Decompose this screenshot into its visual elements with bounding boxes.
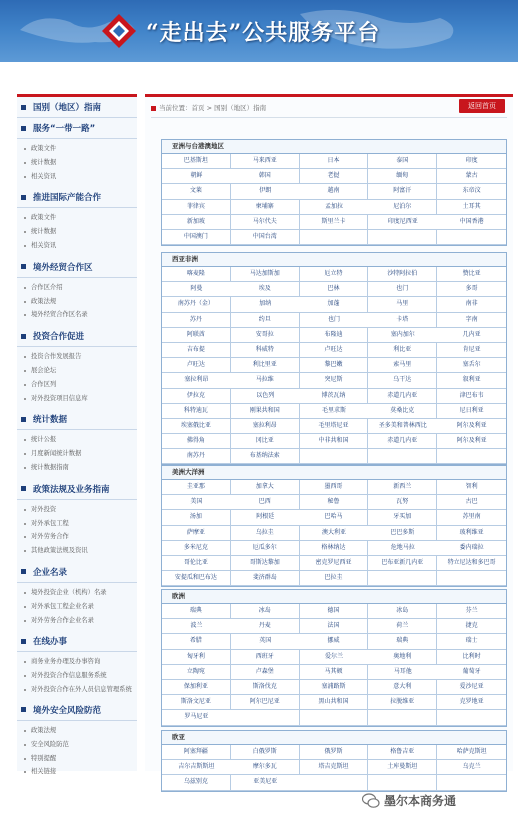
- country-link[interactable]: 黑山共和国: [300, 695, 369, 710]
- sidebar-item[interactable]: 安全风险防范: [23, 738, 137, 752]
- country-link[interactable]: 卢旺达: [300, 343, 369, 358]
- region-title: 美洲大洋洲: [162, 466, 506, 480]
- empty-cell: [300, 710, 369, 725]
- country-grid: [162, 267, 506, 464]
- country-link[interactable]: 日本: [300, 154, 369, 169]
- country-link[interactable]: 葡萄牙: [437, 665, 506, 680]
- sidebar-item[interactable]: 统计数据指南: [23, 461, 137, 475]
- country-link[interactable]: 加拿大: [231, 480, 300, 495]
- country-link[interactable]: 蒙古: [437, 169, 506, 184]
- empty-cell: [231, 710, 300, 725]
- country-link[interactable]: 突尼斯: [300, 373, 369, 388]
- country-link[interactable]: 荷兰: [368, 619, 437, 634]
- region-title: 欧亚: [162, 731, 506, 745]
- country-link[interactable]: 厄立特: [300, 267, 369, 282]
- country-link[interactable]: 德国: [300, 604, 369, 619]
- country-link[interactable]: 斯洛文尼亚: [162, 695, 231, 710]
- country-link[interactable]: 阿尔巴尼亚: [231, 695, 300, 710]
- country-link[interactable]: 加蓬: [300, 297, 369, 312]
- country-link[interactable]: 马来西亚: [231, 154, 300, 169]
- country-link[interactable]: 俄罗斯: [300, 745, 369, 760]
- sidebar-section-heading[interactable]: [17, 97, 137, 118]
- country-link[interactable]: 叙利亚: [437, 373, 506, 388]
- country-link[interactable]: 丹麦: [231, 619, 300, 634]
- sidebar-item[interactable]: 政策文件: [23, 142, 137, 156]
- country-link[interactable]: 塞舌尔: [437, 358, 506, 373]
- sidebar-item-list: [17, 278, 137, 326]
- country-link[interactable]: 韩国: [231, 169, 300, 184]
- sidebar-item-list: [17, 721, 137, 783]
- region-table: [161, 139, 507, 246]
- country-link[interactable]: 博茨瓦纳: [300, 389, 369, 404]
- country-link[interactable]: 瓦努: [368, 495, 437, 510]
- country-link[interactable]: 赞比亚: [437, 267, 506, 282]
- country-link[interactable]: 津巴布韦: [437, 389, 506, 404]
- country-link[interactable]: 摩尔多瓦: [231, 760, 300, 775]
- country-link[interactable]: 越南: [300, 184, 369, 199]
- country-link[interactable]: 阿富汗: [368, 184, 437, 199]
- sidebar-item[interactable]: 合作区介绍: [23, 281, 137, 295]
- country-link[interactable]: 巴巴多斯: [368, 526, 437, 541]
- sidebar-item[interactable]: 对外投资: [23, 503, 137, 517]
- sidebar-item[interactable]: 对外劳务合作: [23, 530, 137, 544]
- bullet-square-icon: [21, 707, 26, 712]
- country-link[interactable]: 白俄罗斯: [231, 745, 300, 760]
- bullet-square-icon: [21, 195, 26, 200]
- country-link[interactable]: 马拉维: [231, 373, 300, 388]
- country-link[interactable]: 圭亚那: [162, 480, 231, 495]
- country-link[interactable]: 马里: [368, 297, 437, 312]
- location-icon: [151, 106, 156, 111]
- country-link[interactable]: 佛得角: [162, 434, 231, 449]
- country-link[interactable]: 奥地利: [368, 650, 437, 665]
- country-link[interactable]: 意大利: [368, 680, 437, 695]
- bullet-square-icon: [21, 486, 26, 491]
- country-link[interactable]: 比利时: [437, 650, 506, 665]
- main-content: [145, 94, 513, 786]
- sidebar-item-list: [17, 430, 137, 478]
- country-link[interactable]: 厄瓜多尔: [231, 541, 300, 556]
- country-link[interactable]: 美国: [162, 495, 231, 510]
- sidebar-section: [17, 97, 137, 118]
- country-link[interactable]: 墨西哥: [300, 480, 369, 495]
- country-link[interactable]: 塞拉利昂: [162, 373, 231, 388]
- sidebar-item-list: [17, 347, 137, 409]
- country-link[interactable]: 密克罗尼西亚: [300, 556, 369, 571]
- country-link[interactable]: 肯尼亚: [437, 343, 506, 358]
- sidebar-item-list: [17, 139, 137, 187]
- country-link[interactable]: 苏丹: [162, 313, 231, 328]
- region-table: [161, 465, 507, 587]
- country-link[interactable]: 南非: [437, 297, 506, 312]
- region-title: 欧洲: [162, 590, 506, 604]
- site-header: [0, 0, 518, 62]
- sidebar-section-label: 企业名录: [33, 567, 68, 578]
- sidebar-section-heading[interactable]: [17, 257, 137, 278]
- site-title: “走出去”公共服务平台: [146, 20, 381, 46]
- sidebar-item[interactable]: 相关链接: [23, 765, 137, 779]
- country-link[interactable]: 土耳其: [437, 200, 506, 215]
- country-link[interactable]: 马其顿: [300, 665, 369, 680]
- empty-cell: [368, 449, 437, 464]
- sidebar-item[interactable]: 商务业务办理及办事咨询: [23, 655, 137, 669]
- country-link[interactable]: 莫桑比克: [368, 404, 437, 419]
- country-link[interactable]: 巴布亚新几内亚: [368, 556, 437, 571]
- country-link[interactable]: 英国: [231, 634, 300, 649]
- country-link[interactable]: 吉尔吉斯斯坦: [162, 760, 231, 775]
- country-link[interactable]: 朝鲜: [162, 169, 231, 184]
- country-link[interactable]: 塞浦路斯: [300, 680, 369, 695]
- breadcrumb-text: 当前位置：首页 > 国别（地区）指南: [159, 104, 267, 112]
- country-link[interactable]: 缅甸: [368, 169, 437, 184]
- sidebar-section-heading[interactable]: [17, 409, 137, 430]
- sidebar-item-list: [17, 652, 137, 700]
- country-link[interactable]: 黎巴嫩: [300, 358, 369, 373]
- country-link[interactable]: 也门: [300, 313, 369, 328]
- country-link[interactable]: 波兰: [162, 619, 231, 634]
- empty-cell: [437, 449, 506, 464]
- country-link[interactable]: 危地马拉: [368, 541, 437, 556]
- country-link[interactable]: 塞拉利昂: [231, 419, 300, 434]
- country-link[interactable]: 亚美尼亚: [231, 775, 300, 790]
- country-link[interactable]: 芬兰: [437, 604, 506, 619]
- country-link[interactable]: 萨摩亚: [162, 526, 231, 541]
- sidebar-item-list: [17, 208, 137, 256]
- country-link[interactable]: 瑞典: [162, 604, 231, 619]
- region-table: [161, 730, 507, 792]
- sidebar-section-heading[interactable]: [17, 562, 137, 583]
- back-home-button[interactable]: 返回首页: [459, 99, 505, 113]
- sidebar-section-heading[interactable]: [17, 700, 137, 721]
- empty-cell: [437, 710, 506, 725]
- bullet-square-icon: [21, 417, 26, 422]
- sidebar-item[interactable]: 境外投资企业（机构）名录: [23, 586, 137, 600]
- country-link[interactable]: 布基纳法索: [231, 449, 300, 464]
- region-title: 西亚非洲: [162, 253, 506, 267]
- country-link[interactable]: 法国: [300, 619, 369, 634]
- country-link[interactable]: 阿根廷: [231, 510, 300, 525]
- sidebar-item[interactable]: 其他政策法规及资讯: [23, 544, 137, 558]
- wechat-icon: [362, 793, 380, 809]
- country-link[interactable]: 印度: [437, 154, 506, 169]
- sidebar-section: [17, 562, 137, 631]
- empty-cell: [368, 230, 437, 245]
- empty-cell: [368, 571, 437, 586]
- sidebar-item[interactable]: 统计公报: [23, 433, 137, 447]
- country-link[interactable]: 赤道几内亚: [368, 389, 437, 404]
- sidebar-item[interactable]: 月度新闻统计数据: [23, 447, 137, 461]
- country-link[interactable]: 格林纳达: [300, 541, 369, 556]
- country-link[interactable]: 巴拉圭: [300, 571, 369, 586]
- sidebar-item[interactable]: 特别提醒: [23, 752, 137, 766]
- bullet-square-icon: [21, 569, 26, 574]
- sidebar-section: [17, 326, 137, 409]
- sidebar-item[interactable]: 境外经贸合作区名录: [23, 308, 137, 322]
- country-link[interactable]: 马尔代夫: [231, 215, 300, 230]
- country-link[interactable]: 喀麦隆: [162, 267, 231, 282]
- country-link[interactable]: 罗马尼亚: [162, 710, 231, 725]
- country-link[interactable]: 阿塞拜疆: [162, 745, 231, 760]
- country-link[interactable]: 埃及: [231, 282, 300, 297]
- country-link[interactable]: 尼日利亚: [437, 404, 506, 419]
- country-link[interactable]: 塞内加尔: [368, 328, 437, 343]
- sidebar-section: [17, 409, 137, 478]
- country-link[interactable]: 阿曼: [162, 282, 231, 297]
- sidebar-section-label: 在线办事: [33, 637, 68, 648]
- country-link[interactable]: 毛里塔尼亚: [300, 419, 369, 434]
- sidebar-item[interactable]: 对外承包工程: [23, 517, 137, 531]
- country-link[interactable]: 牙买加: [368, 510, 437, 525]
- sidebar-item-list: [17, 500, 137, 562]
- sidebar-item[interactable]: 相关资讯: [23, 170, 137, 184]
- region-table: [161, 252, 507, 465]
- sidebar-section-label: 境外经贸合作区: [33, 262, 93, 273]
- divider: [151, 117, 507, 118]
- sidebar-item[interactable]: 统计数据: [23, 225, 137, 239]
- country-link[interactable]: 中国香港: [437, 215, 506, 230]
- country-link[interactable]: 冰岛: [231, 604, 300, 619]
- country-link[interactable]: 毛里求斯: [300, 404, 369, 419]
- country-link[interactable]: 阿联酋: [162, 328, 231, 343]
- country-link[interactable]: 中国澳门: [162, 230, 231, 245]
- sidebar-section-heading[interactable]: [17, 326, 137, 347]
- sidebar-item[interactable]: 对外投资合作信息服务系统: [23, 669, 137, 683]
- country-link[interactable]: 多哥: [437, 282, 506, 297]
- bullet-square-icon: [21, 639, 26, 644]
- country-link[interactable]: 立陶宛: [162, 665, 231, 680]
- region-title: 亚洲与台港澳地区: [162, 140, 506, 154]
- sidebar-item[interactable]: 相关资讯: [23, 239, 137, 253]
- sidebar-section: [17, 631, 137, 700]
- country-link[interactable]: 秘鲁: [300, 495, 369, 510]
- sidebar-item[interactable]: 对外投资项目信息库: [23, 392, 137, 406]
- sidebar-section: [17, 479, 137, 562]
- country-link[interactable]: 南苏丹（金）: [162, 297, 231, 312]
- sidebar-section-heading[interactable]: [17, 479, 137, 500]
- country-link[interactable]: 孟加拉: [300, 200, 369, 215]
- sidebar: [17, 94, 137, 776]
- country-link[interactable]: 乌拉圭: [231, 526, 300, 541]
- sidebar-item[interactable]: 对外投资合作在外人员信息管理系统: [23, 683, 137, 696]
- sidebar-section-heading[interactable]: [17, 187, 137, 208]
- country-link[interactable]: 巴基斯坦: [162, 154, 231, 169]
- country-link[interactable]: 南苏丹: [162, 449, 231, 464]
- empty-cell: [368, 775, 437, 790]
- country-link[interactable]: 卢旺达: [162, 358, 231, 373]
- watermark: [362, 792, 456, 809]
- region-table: [161, 589, 507, 727]
- country-link[interactable]: 巴西: [231, 495, 300, 510]
- sidebar-item[interactable]: 合作区列: [23, 378, 137, 392]
- empty-cell: [300, 230, 369, 245]
- sidebar-section: [17, 700, 137, 783]
- country-link[interactable]: 利比亚: [368, 343, 437, 358]
- empty-cell: [368, 710, 437, 725]
- watermark-text: 墨尔本商务通: [384, 794, 457, 808]
- country-link[interactable]: 乌克兰: [437, 760, 506, 775]
- country-link[interactable]: 格鲁吉亚: [368, 745, 437, 760]
- country-link[interactable]: 字南: [437, 313, 506, 328]
- country-link[interactable]: 瑞典: [368, 634, 437, 649]
- logo-icon: [100, 12, 138, 50]
- country-link[interactable]: 委内瑞拉: [437, 541, 506, 556]
- country-link[interactable]: 斐济群岛: [231, 571, 300, 586]
- country-link[interactable]: 圣多美和普林西比: [368, 419, 437, 434]
- country-link[interactable]: 尼泊尔: [368, 200, 437, 215]
- country-link[interactable]: 赤道几内亚: [368, 434, 437, 449]
- country-link[interactable]: 匈牙利: [162, 650, 231, 665]
- sidebar-section-heading[interactable]: [17, 631, 137, 652]
- country-grid: [162, 480, 506, 586]
- country-link[interactable]: 斯里兰卡: [300, 215, 369, 230]
- sidebar-section-label: 国别（地区）指南: [33, 103, 102, 113]
- sidebar-item[interactable]: 对外承包工程企业名录: [23, 600, 137, 614]
- country-grid: [162, 745, 506, 791]
- country-link[interactable]: 哥伦比亚: [162, 556, 231, 571]
- empty-cell: [437, 571, 506, 586]
- country-grid: [162, 154, 506, 245]
- country-link[interactable]: 吉布提: [162, 343, 231, 358]
- sidebar-section-label: 政策法规及业务指南: [33, 484, 110, 495]
- country-link[interactable]: 东帝汶: [437, 184, 506, 199]
- sidebar-item[interactable]: 政策文件: [23, 211, 137, 225]
- country-link[interactable]: 捷克: [437, 619, 506, 634]
- country-grid: [162, 604, 506, 726]
- sidebar-section-label: 推进国际产能合作: [33, 193, 102, 204]
- sidebar-section: [17, 257, 137, 326]
- country-link[interactable]: 瑞士: [437, 634, 506, 649]
- sidebar-item[interactable]: 政策法规: [23, 295, 137, 309]
- country-link[interactable]: 西班牙: [231, 650, 300, 665]
- country-link[interactable]: 卡塔: [368, 313, 437, 328]
- sidebar-item[interactable]: 对外劳务合作企业名录: [23, 614, 137, 628]
- country-link[interactable]: 新西兰: [368, 480, 437, 495]
- country-link[interactable]: 阿尔及利亚: [437, 434, 506, 449]
- bullet-square-icon: [21, 334, 26, 339]
- country-link[interactable]: 乌干达: [368, 373, 437, 388]
- country-link[interactable]: 哥斯达黎加: [231, 556, 300, 571]
- country-link[interactable]: 利比里亚: [231, 358, 300, 373]
- country-link[interactable]: 菲律宾: [162, 200, 231, 215]
- country-link[interactable]: 科特迪瓦: [162, 404, 231, 419]
- sidebar-section: [17, 187, 137, 256]
- country-link[interactable]: 克罗地亚: [437, 695, 506, 710]
- country-link[interactable]: 以色列: [231, 389, 300, 404]
- country-link[interactable]: 中非共和国: [300, 434, 369, 449]
- country-link[interactable]: 几内亚: [437, 328, 506, 343]
- country-link[interactable]: 拉脱维亚: [368, 695, 437, 710]
- sidebar-section-label: 投资合作促进: [33, 332, 85, 343]
- sidebar-section-label: 统计数据: [33, 415, 68, 426]
- country-link[interactable]: 保加利亚: [162, 680, 231, 695]
- country-link[interactable]: 柬埔寨: [231, 200, 300, 215]
- country-link[interactable]: 文莱: [162, 184, 231, 199]
- country-link[interactable]: 埃塞俄比亚: [162, 419, 231, 434]
- country-link[interactable]: 伊拉克: [162, 389, 231, 404]
- country-link[interactable]: 安哥拉: [231, 328, 300, 343]
- country-link[interactable]: 玻利维亚: [437, 526, 506, 541]
- bullet-square-icon: [21, 105, 26, 110]
- country-link[interactable]: 特立尼达和多巴哥: [437, 556, 506, 571]
- country-link[interactable]: 马达加斯加: [231, 267, 300, 282]
- country-link[interactable]: 约旦: [231, 313, 300, 328]
- country-link[interactable]: 巴林: [300, 282, 369, 297]
- country-link[interactable]: 斯洛伐克: [231, 680, 300, 695]
- country-link[interactable]: 印度尼西亚: [368, 215, 437, 230]
- country-link[interactable]: 加纳: [231, 297, 300, 312]
- country-link[interactable]: 古巴: [437, 495, 506, 510]
- country-link[interactable]: 乌兹别克: [162, 775, 231, 790]
- country-link[interactable]: 也门: [368, 282, 437, 297]
- country-link[interactable]: 马耳他: [368, 665, 437, 680]
- sidebar-section-label: 境外安全风险防范: [33, 705, 102, 716]
- empty-cell: [300, 449, 369, 464]
- country-link[interactable]: 多米尼克: [162, 541, 231, 556]
- sidebar-item[interactable]: 政策法规: [23, 724, 137, 738]
- country-link[interactable]: 哈萨克斯坦: [437, 745, 506, 760]
- country-link[interactable]: 爱尔兰: [300, 650, 369, 665]
- country-link[interactable]: 土库曼斯坦: [368, 760, 437, 775]
- empty-cell: [437, 230, 506, 245]
- sidebar-item[interactable]: 统计数据: [23, 156, 137, 170]
- country-link[interactable]: 冰岛: [368, 604, 437, 619]
- country-link[interactable]: 塔吉克斯坦: [300, 760, 369, 775]
- sidebar-section-heading[interactable]: [17, 118, 137, 139]
- country-link[interactable]: 新加坡: [162, 215, 231, 230]
- country-link[interactable]: 挪威: [300, 634, 369, 649]
- country-link[interactable]: 智利: [437, 480, 506, 495]
- country-link[interactable]: 伊朗: [231, 184, 300, 199]
- bullet-square-icon: [21, 264, 26, 269]
- sidebar-item[interactable]: 展会论坛: [23, 364, 137, 378]
- country-link[interactable]: 布隆迪: [300, 328, 369, 343]
- country-link[interactable]: 中国台湾: [231, 230, 300, 245]
- sidebar-section: [17, 118, 137, 187]
- country-link[interactable]: 沙特阿拉伯: [368, 267, 437, 282]
- country-link[interactable]: 爱沙尼亚: [437, 680, 506, 695]
- breadcrumb: [151, 103, 266, 112]
- country-link[interactable]: 希腊: [162, 634, 231, 649]
- country-link[interactable]: 苏里南: [437, 510, 506, 525]
- country-link[interactable]: 刚果共和国: [231, 404, 300, 419]
- country-link[interactable]: 汤加: [162, 510, 231, 525]
- bullet-square-icon: [21, 126, 26, 131]
- sidebar-item[interactable]: 投资合作发展报告: [23, 350, 137, 364]
- empty-cell: [300, 775, 369, 790]
- country-link[interactable]: 索马里: [368, 358, 437, 373]
- sidebar-section-label: 服务“一带一路”: [33, 124, 96, 134]
- country-link[interactable]: 冈比亚: [231, 434, 300, 449]
- country-link[interactable]: 阿尔及利亚: [437, 419, 506, 434]
- country-link[interactable]: 卢森堡: [231, 665, 300, 680]
- sidebar-item-list: [17, 583, 137, 631]
- country-link[interactable]: 澳大利亚: [300, 526, 369, 541]
- empty-cell: [437, 775, 506, 790]
- country-link[interactable]: 老挝: [300, 169, 369, 184]
- country-link[interactable]: 泰国: [368, 154, 437, 169]
- country-link[interactable]: 安提瓜和巴布达: [162, 571, 231, 586]
- country-link[interactable]: 科威特: [231, 343, 300, 358]
- country-link[interactable]: 巴哈马: [300, 510, 369, 525]
